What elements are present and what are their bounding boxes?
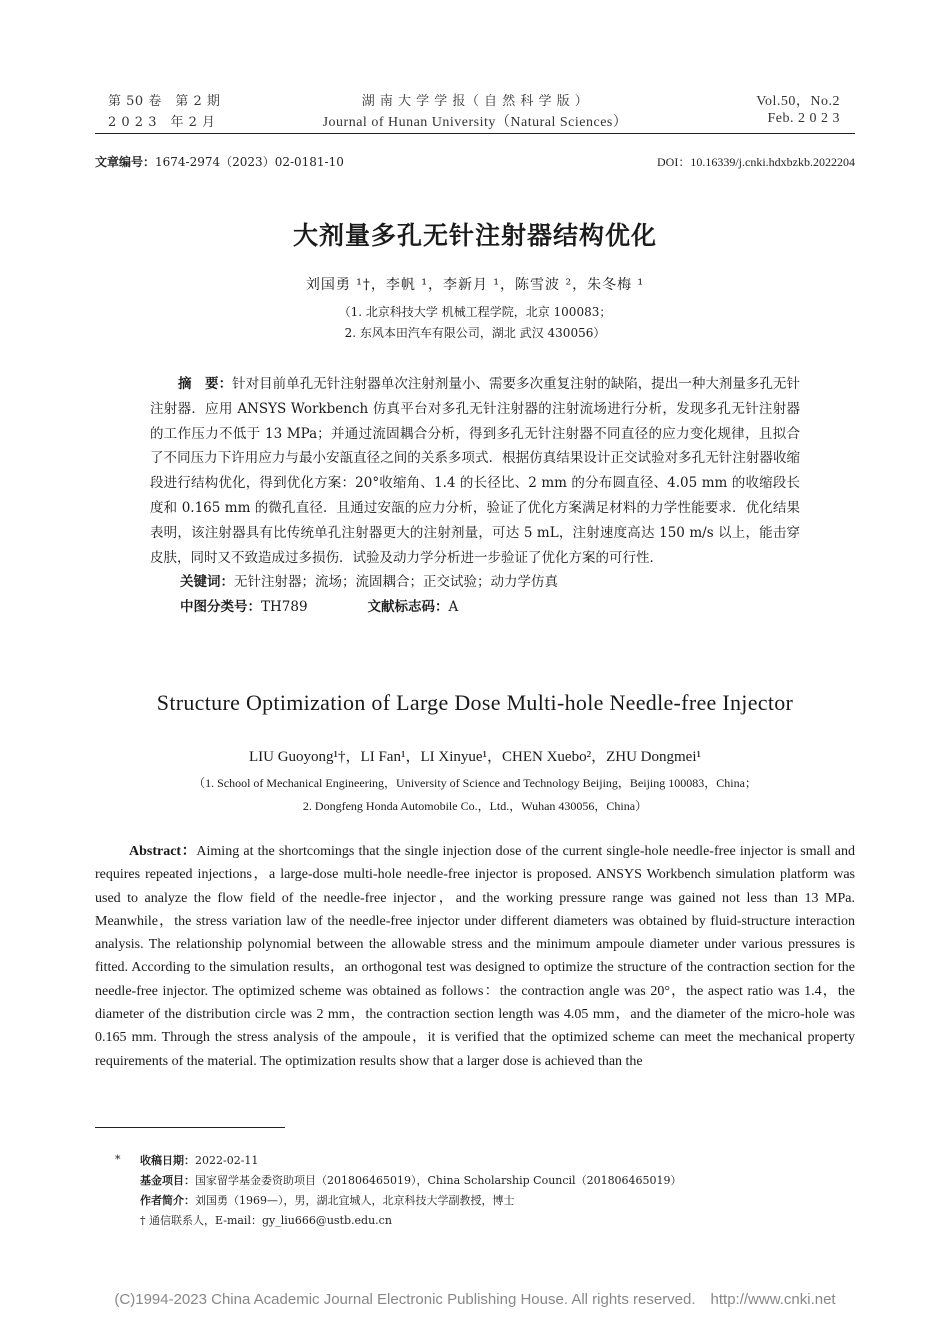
abstract-cn-text: 针对目前单孔无针注射器单次注射剂量小、需要多次重复注射的缺陷，提出一种大剂量多孔无针注射器．应用 ANSYS Workbench 仿真平台对多孔无针注射器的注射流场进行分析，发现多孔无针注射器的工作压力不低于 13 MPa；并通过流固耦合分析，得到多孔无针注射器不同直径的应力变化规律，且拟合了不同压力下许用应力与最小安瓿直径之间的关系多项式．根据仿真结果设计正交试验对多孔无针注射器收缩段进行结构优化，得到优化方案：20°收缩角、1.4 的长径比、2 mm 的分布圆直径、4.05 mm 的收缩段长度和 0.165 mm 的微孔直径．且通过安瓿的应力分析，验证了优化方案满足材料的力学性能要求．优化结果表明，该注射器具有比传统单孔注射器更大的注射剂量，可达 5 mL，注射速度高达 150 m/s 以上，能击穿皮肤，同时又不致造成过多损伤．试验及动力学分析进一步验证了优化方案的可行性．: [150, 376, 801, 566]
affiliation-cn-2: 2. 东风本田汽车有限公司，湖北 武汉 430056）: [344, 326, 606, 340]
footnote-star: *: [115, 1153, 121, 1166]
header-journal-en: Journal of Hunan University（Natural Sciences）: [322, 115, 628, 130]
keywords-cn-text: 无针注射器；流场；流固耦合；正交试验；动力学仿真: [234, 574, 558, 591]
header-date-cn: 2 0 2 3 年 2 月: [108, 115, 216, 130]
footnote-received: 收稿日期：2022-02-11: [140, 1154, 259, 1167]
clc-label: 中图分类号：: [180, 599, 261, 616]
abstract-en-text: Aiming at the shortcomings that the single injection dose of the current single-hole needle-free injector is small and requires repeated injections，a large-dose multi-hole needle-free injector is proposed. ANSYS Workbench simulation platform was used to analyze the flow field of the needle-free injector，and the working pressure range was gained not less than 13 MPa. Meanwhile，the stress variation law of the needle-free injector under different diameters was obtained by fluid-structure interaction analysis. The relationship polynomial between the allowable stress and the minimum ampoule diameter under various pressures is fitted. According to the simulation results，an orthogonal test was designed to optimize the structure of the contraction section for the needle-free injector. The optimized scheme was obtained as follows：the contraction angle was 20°，the aspect ratio was 1.4，the diameter of the distribution circle was 2 mm，the contraction section length was 4.05 mm，and the diameter of the micro-hole was 0.165 mm. Through the stress analysis of the ampoule，it is verified that the optimized scheme can meet the mechanical property requirements of the material. The optimization results show that a larger dose is achieved than the: [95, 844, 855, 1069]
clc-value: TH789: [261, 599, 308, 616]
header-volume-en: Vol.50，No.2: [756, 94, 840, 109]
abstract-cn-label: 摘 要：: [178, 376, 233, 392]
affiliation-en-1: （1. School of Mechanical Engineering，University of Science and Technology Beijing，Beijing 100083，China；: [193, 776, 757, 790]
keywords-cn: [150, 570, 800, 595]
title-en: Structure Optimization of Large Dose Multi-hole Needle-free Injector: [156, 690, 794, 715]
affiliation-cn-1: （1. 北京科技大学 机械工程学院，北京 100083；: [338, 305, 612, 319]
classification: [150, 595, 800, 620]
abstract-cn-paragraph: [150, 372, 800, 570]
keywords-cn-label: 关键词：: [180, 574, 234, 591]
authors-cn: 刘国勇 ¹†，李帆 ¹，李新月 ¹，陈雪波 ²，朱冬梅 ¹: [305, 277, 645, 293]
footnote-rule: [95, 1127, 285, 1128]
header-date-en: Feb. 2 0 2 3: [767, 111, 840, 126]
doi: DOI：10.16339/j.cnki.hdxbzkb.2022204: [657, 155, 855, 169]
title-cn: 大剂量多孔无针注射器结构优化: [292, 221, 657, 250]
abstract-cn: [150, 372, 800, 620]
doc-code-label: 文献标志码：: [367, 599, 449, 616]
article-number: 文章编号：1674-2974（2023）02-0181-10: [95, 155, 344, 169]
authors-en: LIU Guoyong¹†，LI Fan¹，LI Xinyue¹，CHEN Xuebo²，ZHU Dongmei¹: [248, 749, 701, 765]
footnote-fund: 基金项目：国家留学基金委资助项目（201806465019），China Scholarship Council（201806465019）: [140, 1174, 682, 1187]
header-journal-cn: 湖 南 大 学 学 报（ 自 然 科 学 版 ）: [361, 94, 589, 109]
footnote-contact: † 通信联系人，E-mail：gy_liu666@ustb.edu.cn: [140, 1214, 392, 1227]
abstract-en: [95, 840, 855, 1073]
doc-code-value: A: [448, 599, 459, 616]
header-volume-cn: 第 50 卷 第 2 期: [108, 94, 221, 109]
affiliation-en-2: 2. Dongfeng Honda Automobile Co.，Ltd.，Wuhan 430056，China）: [302, 799, 648, 813]
copyright-footer: (C)1994-2023 China Academic Journal Electronic Publishing House. All rights reserved. http://www.cnki.net: [114, 1291, 836, 1308]
abstract-en-label: Abstract：: [129, 844, 197, 859]
header-rule: [95, 133, 855, 134]
footnote-author: 作者简介：刘国勇（1969—），男，湖北宜城人，北京科技大学副教授，博士: [140, 1194, 515, 1207]
